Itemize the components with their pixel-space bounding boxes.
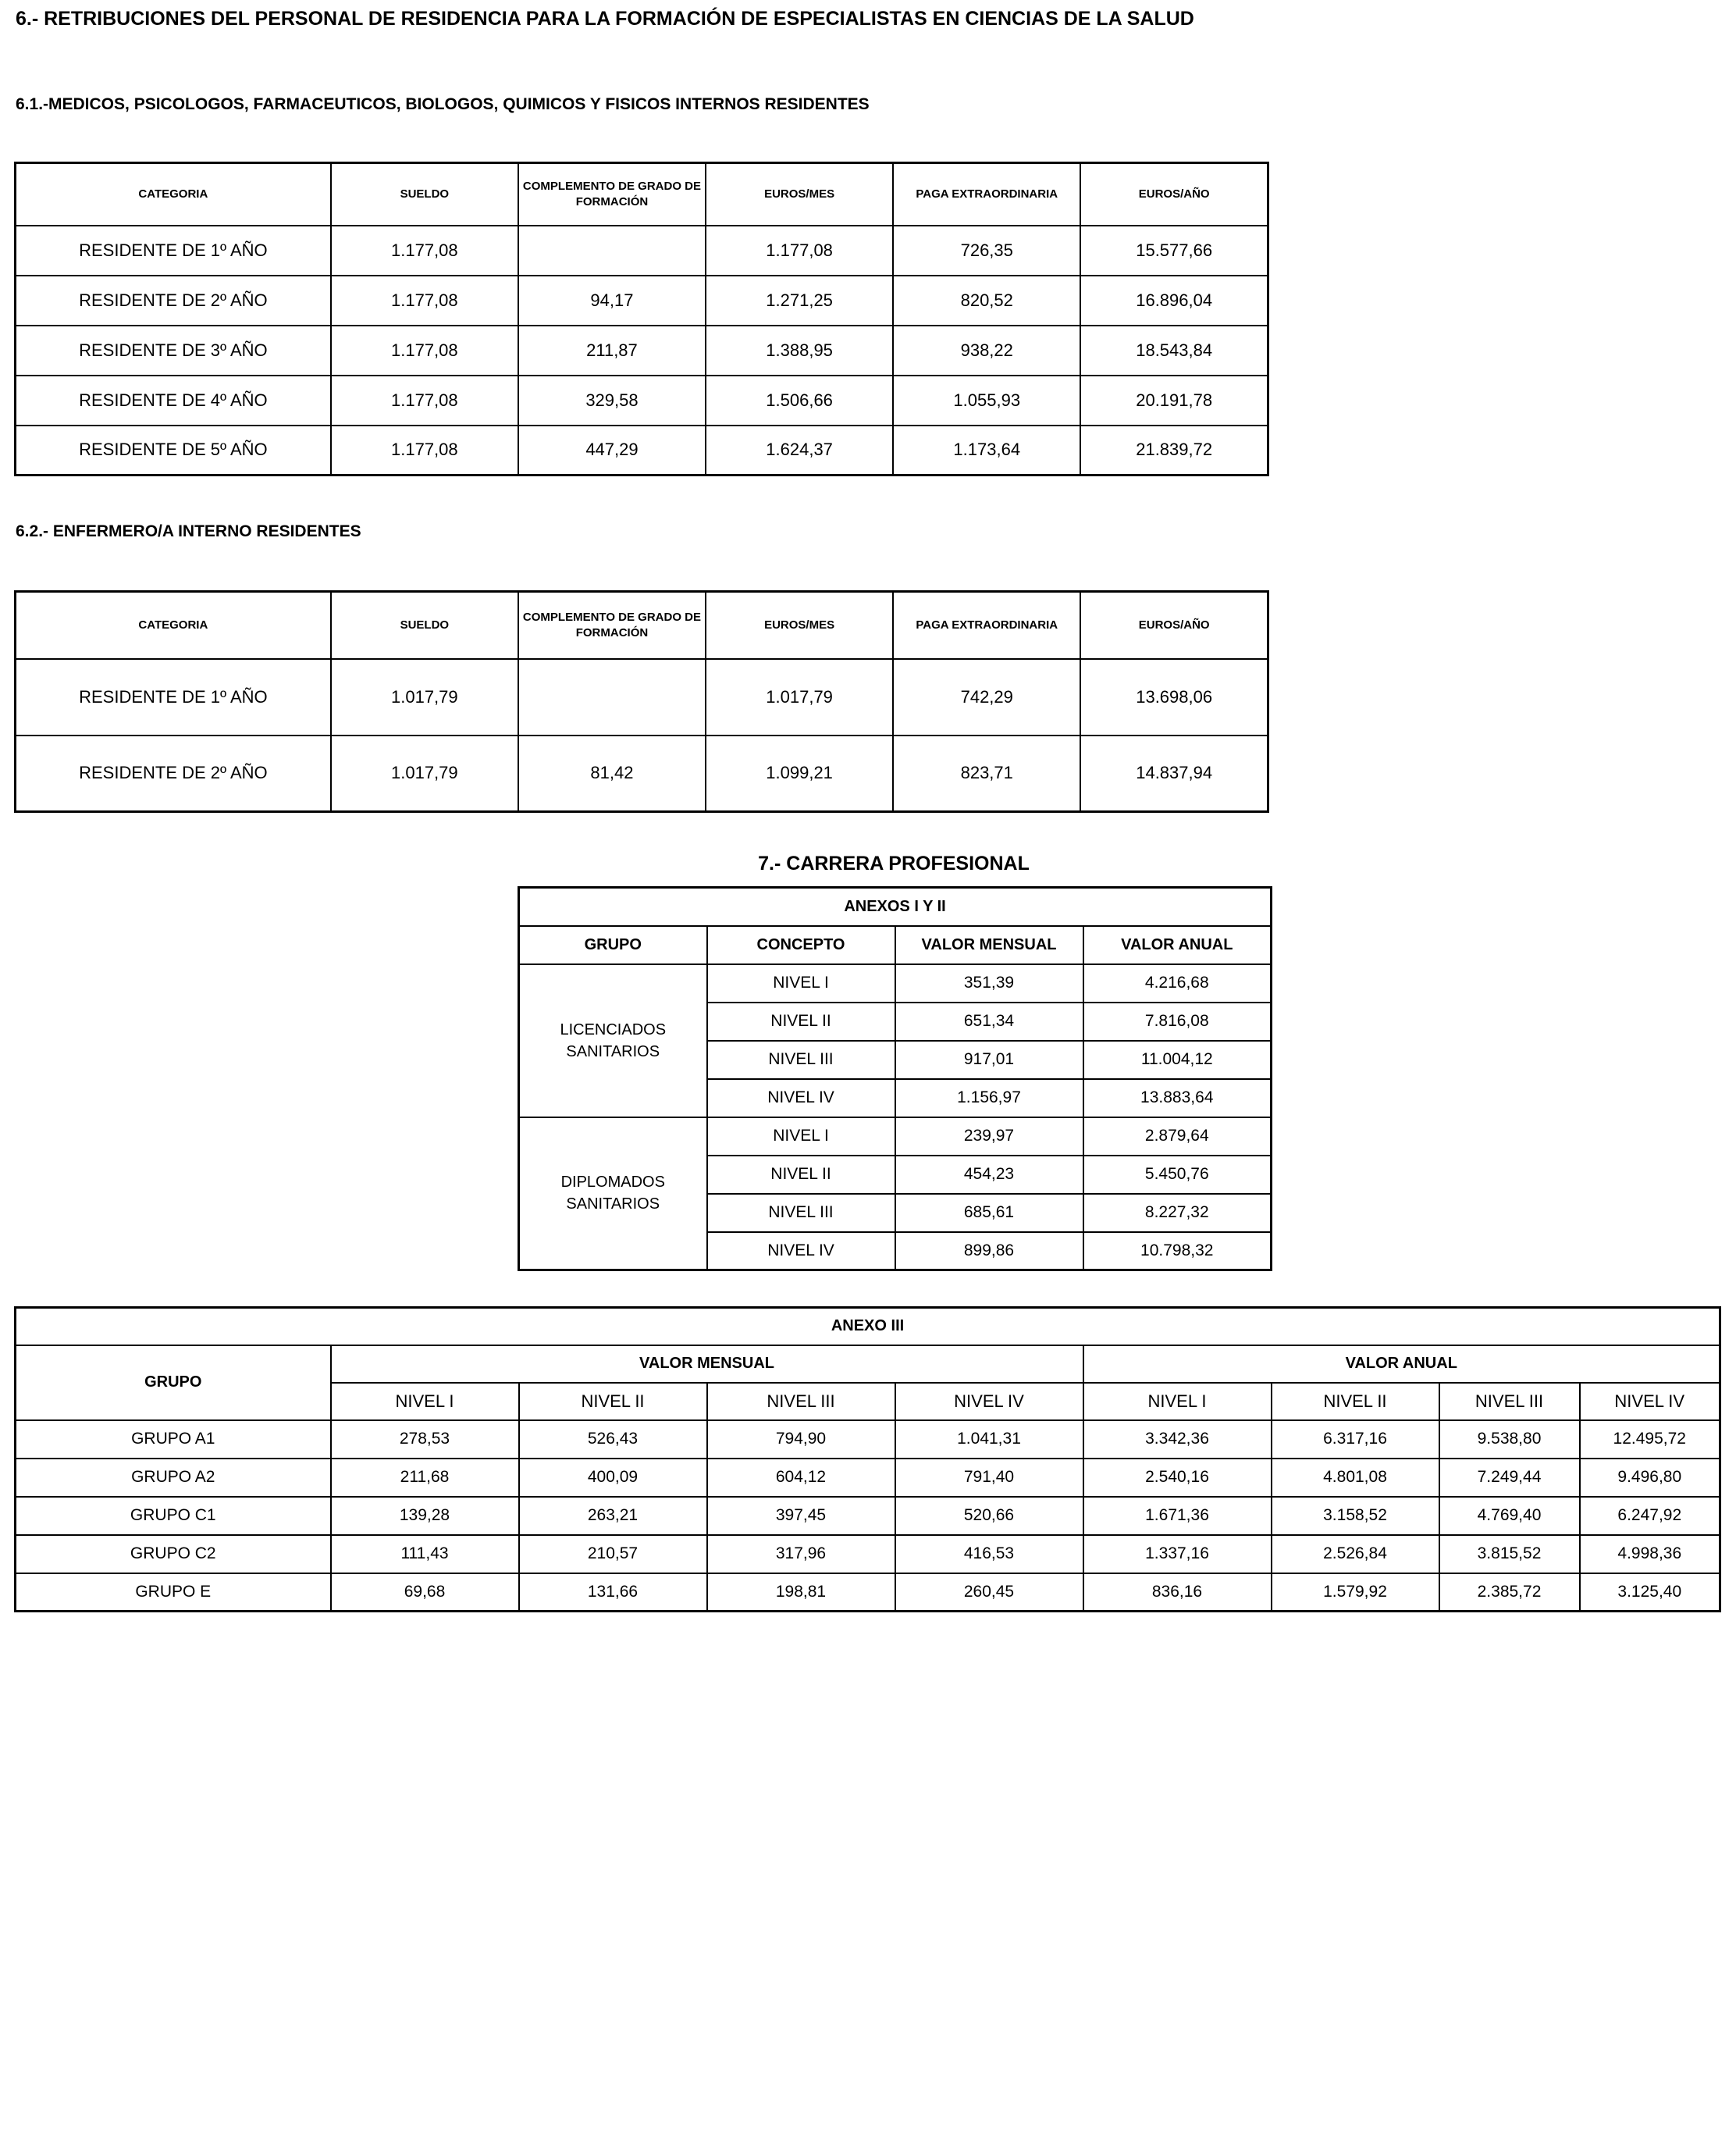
cell: RESIDENTE DE 1º AÑO	[16, 659, 331, 736]
group-diplomados: DIPLOMADOS SANITARIOS	[519, 1117, 707, 1270]
cell: RESIDENTE DE 5º AÑO	[16, 426, 331, 476]
group-licenciados: LICENCIADOS SANITARIOS	[519, 964, 707, 1117]
cell: 1.624,37	[706, 426, 893, 476]
cell: 1.271,25	[706, 276, 893, 326]
cell: 1.055,93	[893, 376, 1080, 426]
cell: 111,43	[331, 1535, 519, 1573]
cell: 13.883,64	[1083, 1079, 1272, 1117]
cell: 1.017,79	[706, 659, 893, 736]
cell: 447,29	[518, 426, 706, 476]
cell: 1.177,08	[331, 326, 518, 376]
cell: 15.577,66	[1080, 226, 1268, 276]
header-paga-extra: PAGA EXTRAORDINARIA	[893, 592, 1080, 659]
cell: 1.017,79	[331, 659, 518, 736]
cell: 1.177,08	[331, 276, 518, 326]
cell: 1.177,08	[331, 226, 518, 276]
cell: 1.671,36	[1083, 1497, 1272, 1535]
cell: GRUPO E	[16, 1573, 331, 1612]
section-7-title: 7.- CARRERA PROFESIONAL	[758, 853, 1030, 874]
table-row	[16, 376, 1268, 426]
cell: 6.317,16	[1272, 1420, 1439, 1459]
table-row	[16, 326, 1268, 376]
header-euros-mes: EUROS/MES	[706, 592, 893, 659]
table-62-header-row	[16, 592, 1268, 659]
cell: NIVEL III	[707, 1041, 895, 1079]
cell: NIVEL II	[707, 1003, 895, 1041]
cell: 938,22	[893, 326, 1080, 376]
cell: NIVEL IV	[707, 1079, 895, 1117]
cell	[518, 659, 706, 736]
header-valor-mensual: VALOR MENSUAL	[895, 926, 1083, 964]
anexo-iii-title-row	[16, 1308, 1720, 1345]
cell: NIVEL III	[707, 1194, 895, 1232]
cell: 1.579,92	[1272, 1573, 1439, 1612]
cell: 454,23	[895, 1156, 1083, 1194]
cell: 400,09	[519, 1459, 707, 1497]
cell: 1.506,66	[706, 376, 893, 426]
table-row	[519, 1117, 1272, 1156]
header-categoria: CATEGORIA	[16, 592, 331, 659]
cell: 2.879,64	[1083, 1117, 1272, 1156]
cell: 4.769,40	[1439, 1497, 1580, 1535]
cell: 12.495,72	[1580, 1420, 1720, 1459]
cell: 16.896,04	[1080, 276, 1268, 326]
table-row	[16, 1573, 1720, 1612]
table-row	[16, 659, 1268, 736]
table-row	[16, 276, 1268, 326]
header-concepto: CONCEPTO	[707, 926, 895, 964]
cell: NIVEL II	[707, 1156, 895, 1194]
header-anual-nivel-iii: NIVEL III	[1439, 1383, 1580, 1420]
header-complemento: COMPLEMENTO DE GRADO DE FORMACIÓN	[518, 163, 706, 226]
table-7-header-row	[519, 926, 1272, 964]
cell: 791,40	[895, 1459, 1083, 1497]
table-61-header-row	[16, 163, 1268, 226]
table-62	[14, 590, 1269, 813]
section-62-title: 6.2.- ENFERMERO/A INTERNO RESIDENTES	[16, 522, 361, 540]
header-euros-mes: EUROS/MES	[706, 163, 893, 226]
cell: NIVEL I	[707, 964, 895, 1003]
cell: 1.337,16	[1083, 1535, 1272, 1573]
cell: NIVEL IV	[707, 1232, 895, 1270]
cell: GRUPO A2	[16, 1459, 331, 1497]
cell: 3.342,36	[1083, 1420, 1272, 1459]
cell: 14.837,94	[1080, 736, 1268, 812]
section-61-title: 6.1.-MEDICOS, PSICOLOGOS, FARMACEUTICOS, BIOLOGOS, QUIMICOS Y FISICOS INTERNOS RESIDENTES	[16, 95, 870, 113]
cell: 899,86	[895, 1232, 1083, 1270]
cell: 20.191,78	[1080, 376, 1268, 426]
cell: 81,42	[518, 736, 706, 812]
table-7-title-row	[519, 888, 1272, 926]
table-row	[16, 226, 1268, 276]
table-row	[16, 1420, 1720, 1459]
cell: 1.177,08	[706, 226, 893, 276]
table-61	[14, 162, 1269, 476]
cell: 4.216,68	[1083, 964, 1272, 1003]
cell: 3.815,52	[1439, 1535, 1580, 1573]
header-mensual-nivel-iv: NIVEL IV	[895, 1383, 1083, 1420]
cell: 520,66	[895, 1497, 1083, 1535]
cell: 1.173,64	[893, 426, 1080, 476]
cell: 18.543,84	[1080, 326, 1268, 376]
cell: 604,12	[707, 1459, 895, 1497]
cell: 726,35	[893, 226, 1080, 276]
cell: 2.385,72	[1439, 1573, 1580, 1612]
header-valor-anual: VALOR ANUAL	[1083, 926, 1272, 964]
table-row	[16, 1535, 1720, 1573]
cell: RESIDENTE DE 4º AÑO	[16, 376, 331, 426]
cell: 5.450,76	[1083, 1156, 1272, 1194]
header-anual-nivel-ii: NIVEL II	[1272, 1383, 1439, 1420]
header-euros-ano: EUROS/AÑO	[1080, 592, 1268, 659]
header-categoria: CATEGORIA	[16, 163, 331, 226]
cell: RESIDENTE DE 3º AÑO	[16, 326, 331, 376]
cell: 1.388,95	[706, 326, 893, 376]
cell: 263,21	[519, 1497, 707, 1535]
cell: 329,58	[518, 376, 706, 426]
cell: 742,29	[893, 659, 1080, 736]
header-euros-ano: EUROS/AÑO	[1080, 163, 1268, 226]
cell: 1.177,08	[331, 426, 518, 476]
cell: RESIDENTE DE 2º AÑO	[16, 736, 331, 812]
cell: 1.177,08	[331, 376, 518, 426]
cell: 794,90	[707, 1420, 895, 1459]
cell: 416,53	[895, 1535, 1083, 1573]
cell: 917,01	[895, 1041, 1083, 1079]
cell: 211,87	[518, 326, 706, 376]
table-row	[16, 736, 1268, 812]
cell: 260,45	[895, 1573, 1083, 1612]
header-valor-anual: VALOR ANUAL	[1083, 1345, 1720, 1383]
header-sueldo: SUELDO	[331, 163, 518, 226]
cell: 836,16	[1083, 1573, 1272, 1612]
header-valor-mensual: VALOR MENSUAL	[331, 1345, 1083, 1383]
cell: 526,43	[519, 1420, 707, 1459]
cell: 3.125,40	[1580, 1573, 1720, 1612]
cell: 9.538,80	[1439, 1420, 1580, 1459]
cell: 21.839,72	[1080, 426, 1268, 476]
page-title: 6.- RETRIBUCIONES DEL PERSONAL DE RESIDENCIA PARA LA FORMACIÓN DE ESPECIALISTAS EN CIENCIAS DE LA SALUD	[16, 8, 1194, 30]
cell: 94,17	[518, 276, 706, 326]
table-row	[16, 1459, 1720, 1497]
cell: GRUPO C1	[16, 1497, 331, 1535]
cell: 651,34	[895, 1003, 1083, 1041]
cell: 11.004,12	[1083, 1041, 1272, 1079]
header-grupo: GRUPO	[16, 1345, 331, 1420]
cell: 2.526,84	[1272, 1535, 1439, 1573]
cell: 13.698,06	[1080, 659, 1268, 736]
cell: 9.496,80	[1580, 1459, 1720, 1497]
header-mensual-nivel-ii: NIVEL II	[519, 1383, 707, 1420]
cell: 1.156,97	[895, 1079, 1083, 1117]
cell: 211,68	[331, 1459, 519, 1497]
cell: 397,45	[707, 1497, 895, 1535]
cell: 317,96	[707, 1535, 895, 1573]
header-anual-nivel-i: NIVEL I	[1083, 1383, 1272, 1420]
cell: 685,61	[895, 1194, 1083, 1232]
header-mensual-nivel-iii: NIVEL III	[707, 1383, 895, 1420]
cell: 139,28	[331, 1497, 519, 1535]
table-carrera-profesional	[518, 886, 1272, 1271]
cell: 351,39	[895, 964, 1083, 1003]
cell: GRUPO C2	[16, 1535, 331, 1573]
cell: 1.017,79	[331, 736, 518, 812]
cell: GRUPO A1	[16, 1420, 331, 1459]
header-mensual-nivel-i: NIVEL I	[331, 1383, 519, 1420]
header-paga-extra: PAGA EXTRAORDINARIA	[893, 163, 1080, 226]
cell: 239,97	[895, 1117, 1083, 1156]
cell	[518, 226, 706, 276]
cell: 820,52	[893, 276, 1080, 326]
anexos-title: ANEXOS I Y II	[519, 888, 1272, 926]
table-row	[16, 1497, 1720, 1535]
table-anexo-iii	[14, 1306, 1721, 1612]
header-complemento: COMPLEMENTO DE GRADO DE FORMACIÓN	[518, 592, 706, 659]
cell: 2.540,16	[1083, 1459, 1272, 1497]
cell: 210,57	[519, 1535, 707, 1573]
cell: 1.099,21	[706, 736, 893, 812]
table-row	[16, 426, 1268, 476]
cell: 131,66	[519, 1573, 707, 1612]
header-grupo: GRUPO	[519, 926, 707, 964]
cell: 1.041,31	[895, 1420, 1083, 1459]
cell: 10.798,32	[1083, 1232, 1272, 1270]
cell: 198,81	[707, 1573, 895, 1612]
cell: RESIDENTE DE 2º AÑO	[16, 276, 331, 326]
cell: RESIDENTE DE 1º AÑO	[16, 226, 331, 276]
cell: NIVEL I	[707, 1117, 895, 1156]
header-anual-nivel-iv: NIVEL IV	[1580, 1383, 1720, 1420]
table-row	[519, 964, 1272, 1003]
cell: 7.816,08	[1083, 1003, 1272, 1041]
header-sueldo: SUELDO	[331, 592, 518, 659]
cell: 7.249,44	[1439, 1459, 1580, 1497]
cell: 4.998,36	[1580, 1535, 1720, 1573]
cell: 4.801,08	[1272, 1459, 1439, 1497]
cell: 3.158,52	[1272, 1497, 1439, 1535]
cell: 69,68	[331, 1573, 519, 1612]
cell: 278,53	[331, 1420, 519, 1459]
cell: 823,71	[893, 736, 1080, 812]
cell: 6.247,92	[1580, 1497, 1720, 1535]
anexo-iii-header-row	[16, 1345, 1720, 1383]
cell: 8.227,32	[1083, 1194, 1272, 1232]
anexo-iii-title: ANEXO III	[16, 1308, 1720, 1345]
